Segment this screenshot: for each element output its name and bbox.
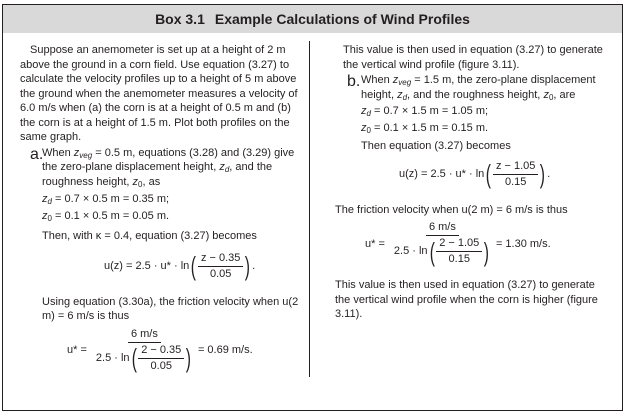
part-b: [335, 73, 613, 154]
part-b-profile-equation: u(z) = 2.5 · u* · ln ( $\frac{z - 1.05}{0.15}$ ) .: [399, 159, 551, 189]
part-a-zd-equation: $z_d = 0.7 \times 0.5$ m = 0.35 m;: [42, 193, 170, 206]
part-a-friction-intro: Using equation (3.30a), the friction velocity when u(2 m) = 6 m/s is thus: [42, 295, 299, 322]
box-title-bar: [3, 5, 622, 33]
part-b-then-text: Then equation (3.27) becomes: [361, 140, 511, 152]
part-b-zo-equation: $z_0 = 0.1 \times 1.5$ m = 0.15 m.: [361, 122, 489, 135]
part-b-label: b.: [347, 73, 361, 90]
part-a: [20, 146, 300, 373]
part-a-label: a.: [30, 145, 44, 163]
part-b-zd-equation: $z_d = 0.7 \times 1.5$ m = 1.05 m;: [361, 105, 489, 118]
part-a-conclusion: This value is then used in equation (3.27) to generate the vertical wind profile (figure 3.11).: [343, 44, 603, 71]
column-divider: [309, 41, 310, 377]
box-number: Box 3.1: [155, 11, 205, 27]
left-column: [20, 43, 300, 373]
problem-statement: Suppose an anemometer is set up at a height of 2 m above the ground in a corn field. Use equation (3.27) to calculate the velocity profiles up to a height of 5 m above the ground when the anemometer measures a velocity of 6.0 m/s when (a) the corn is at a height of 0.5 m and (b) the corn is at a height of 1.5 m. Plot both profiles on the same graph.: [20, 44, 298, 143]
part-b-friction-equation: u* = 6 m/s 2.5 · ln ( $\frac{2 - 1.05}{0.15}$ ) = 1.30 m/s.: [365, 221, 551, 267]
part-a-profile-equation: u(z) = 2.5 · u* · ln ( $\frac{z - 0.35}{0.05}$ ) .: [104, 251, 256, 281]
part-b-conclusion: This value is then used in equation (3.27) to generate the vertical wind profile when the corn is higher (figure 3.11).: [335, 279, 598, 320]
part-b-text: When $z_{veg} = 1.5$ m, the zero-plane displacement height, $z_d$, and the roughness height, $z_0$, are: [361, 74, 596, 102]
part-a-kappa-text: Then, with κ = 0.4, equation (3.27) becomes: [42, 230, 257, 242]
part-a-friction-equation: u* = 6 m/s 2.5 · ln ( $\frac{2 - 0.35}{0.05}$ ) = 0.69 m/s.: [67, 327, 253, 373]
part-a-zo-equation: $z_0 = 0.1 \times 0.5$ m = 0.05 m.: [42, 210, 170, 223]
example-box: [2, 4, 623, 411]
part-b-friction-intro: The friction velocity when u(2 m) = 6 m/s is thus: [335, 203, 568, 216]
right-column: [335, 43, 613, 322]
part-a-text: When $z_{veg} = 0.5$ m, equations (3.28) and (3.29) give the zero-plane displacement height, $z_d$, and the roughness height, $z_0$, as: [42, 146, 295, 189]
box-title: Example Calculations of Wind Profiles: [214, 11, 470, 27]
